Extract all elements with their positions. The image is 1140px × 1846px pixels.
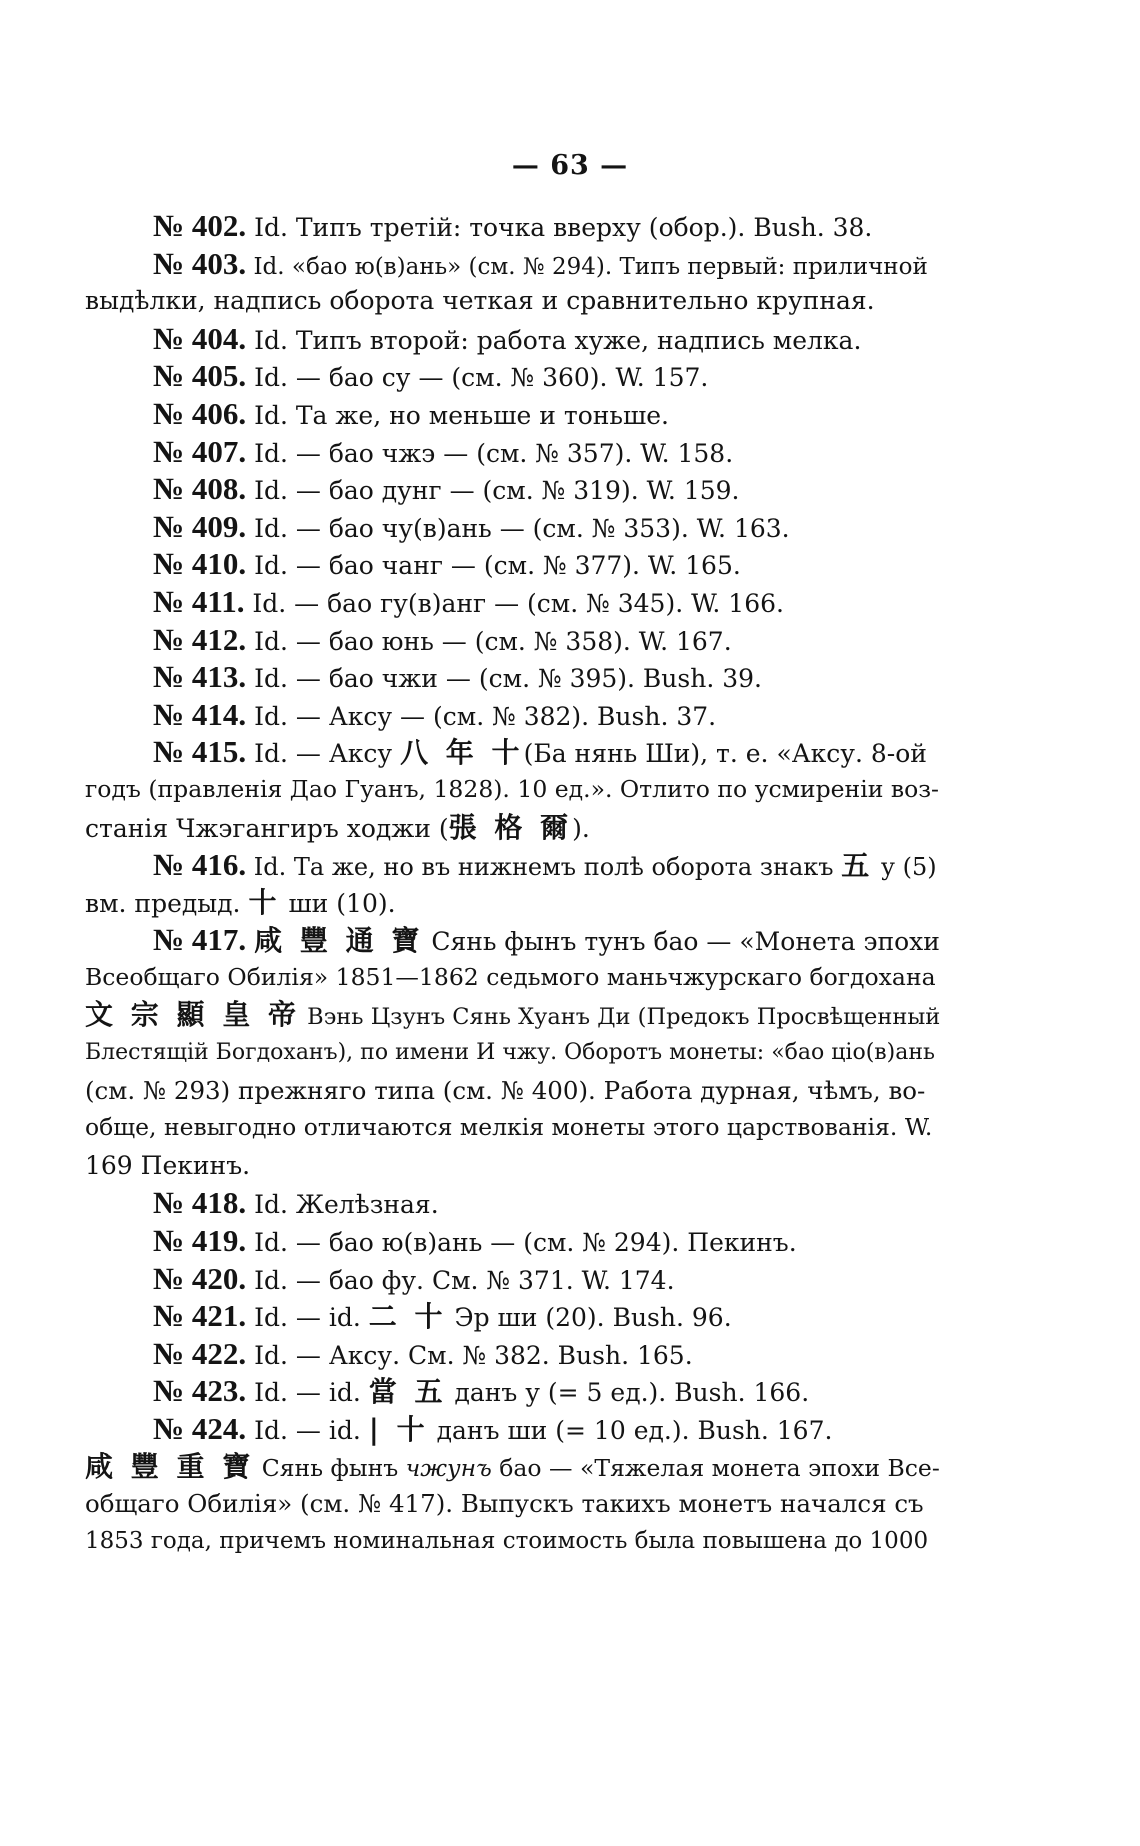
entry-text: Id. — бао чжи — (см. № 395). Bush. 39.: [254, 664, 762, 694]
entry-number: № 412.: [153, 621, 247, 657]
entry-text: Эр ши (20). Bush. 96.: [454, 1303, 732, 1333]
entry-number: № 424.: [153, 1411, 247, 1446]
entry-418: [85, 1184, 940, 1222]
entry-number: № 418.: [153, 1185, 247, 1221]
section-heading-line: [85, 1448, 940, 1486]
entry-number: № 415.: [153, 734, 247, 770]
entry-number: № 407.: [153, 433, 247, 469]
entry-414: [85, 696, 940, 734]
entry-421: [85, 1297, 940, 1335]
entry-text: Id. — бао чу(в)ань — (см. № 353). W. 163.: [254, 513, 790, 543]
entry-text: Id. — бао чжэ — (см. № 357). W. 158.: [254, 438, 734, 468]
entry-number: № 403.: [153, 245, 247, 281]
page-number: — 63 —: [511, 150, 629, 181]
entry-417-cont: (см. № 293) прежняго типа (см. № 400). Работа дурная, чѣмъ, во-: [85, 1075, 926, 1105]
entry-number: № 410.: [153, 546, 247, 582]
entry-415-cont: годъ (правленія Дао Гуанъ, 1828). 10 ед.». Отлито по усмиреніи воз-: [85, 774, 939, 803]
entry-text: Id. — бао чанг — (см. № 377). W. 165.: [254, 551, 741, 581]
entry-text: Id. Типъ второй: работа хуже, надпись мелка.: [254, 325, 862, 355]
entry-405: [85, 357, 940, 395]
chinese-characters: 八 年 十: [400, 736, 524, 770]
entry-text: Сянь фынъ: [261, 1453, 399, 1482]
text-body: [85, 207, 940, 1560]
chinese-characters: 十: [248, 885, 281, 919]
entry-417-cont: Всеобщаго Обилія» 1851—1862 седьмого маньчжурскаго богдохана: [85, 962, 936, 991]
entry-number: № 413.: [153, 659, 247, 695]
entry-text: Id. — бао дунг — (см. № 319). W. 159.: [254, 476, 740, 506]
entry-number: № 416.: [153, 847, 247, 883]
closing-cont: общаго Обилія» (см. № 417). Выпускъ такихъ монетъ начался съ: [85, 1489, 924, 1519]
entry-text: Id. «бао ю(в)ань» (см. № 294). Типъ первый: приличной: [253, 253, 928, 280]
chinese-characters: 咸 豐 重 寶: [85, 1449, 255, 1483]
entry-417: [85, 921, 940, 959]
chinese-characters: 二 十: [368, 1300, 447, 1334]
entry-423: [85, 1372, 940, 1410]
entry-number: № 421.: [153, 1298, 247, 1334]
entry-403-cont: выдѣлки, надпись оборота четкая и сравнительно крупная.: [85, 286, 875, 316]
entry-410: [85, 545, 940, 583]
entry-text: (Ба нянь Ши), т. е. «Аксу. 8-ой: [523, 739, 927, 769]
chinese-characters: 咸 豐 通 寶: [254, 924, 424, 958]
entry-text: Id. Типъ третій: точка вверху (обор.). Bush. 38.: [254, 213, 873, 242]
entry-415-cont: [85, 809, 940, 847]
entry-text: Id. Та же, но въ нижнемъ полѣ оборота знакъ: [253, 853, 834, 882]
entry-text: Id. — бао гу(в)анг — (см. № 345). W. 166.: [252, 588, 784, 618]
entry-415: [85, 733, 940, 771]
entry-text: ).: [572, 813, 590, 843]
entry-413: [85, 658, 940, 696]
entry-number: № 409.: [153, 508, 247, 544]
entry-text: у (5): [880, 853, 937, 882]
entry-number: № 419.: [153, 1223, 247, 1259]
chinese-characters: 五: [841, 849, 874, 883]
entry-411: [85, 583, 940, 621]
entry-text: Id. — Аксу — (см. № 382). Bush. 37.: [254, 701, 717, 731]
entry-text: Id. Та же, но меньше и тоньше.: [254, 400, 670, 430]
entry-number: № 405.: [153, 358, 247, 394]
entry-416: [85, 846, 940, 884]
entry-text: Id. — id.: [254, 1378, 361, 1408]
entry-420: [85, 1260, 940, 1298]
entry-text: данъ у (= 5 ед.). Bush. 166.: [454, 1378, 810, 1408]
entry-408: [85, 470, 940, 508]
entry-number: № 422.: [153, 1335, 247, 1371]
entry-416-cont: [85, 884, 940, 922]
entry-404: [85, 320, 940, 358]
entry-number: № 423.: [153, 1373, 247, 1409]
entry-text: Id. — бао фу. См. № 371. W. 174.: [254, 1265, 675, 1295]
entry-403: [85, 245, 940, 283]
chinese-characters: 張 格 爾: [448, 810, 573, 844]
entry-number: № 408.: [153, 471, 247, 507]
entry-number: № 417.: [153, 922, 247, 958]
entry-number: № 420.: [153, 1260, 247, 1296]
entry-text: Id. — Аксу: [254, 739, 393, 769]
entry-text: ши (10).: [288, 888, 396, 918]
entry-text: данъ ши (= 10 ед.). Bush. 167.: [436, 1416, 833, 1445]
entry-417-cont: 169 Пекинъ.: [85, 1150, 251, 1180]
entry-text: Id. — бао ю(в)ань — (см. № 294). Пекинъ.: [254, 1228, 797, 1258]
entry-text: Вэнь Цзунъ Сянь Хуанъ Ди (Предокъ Просвѣщенный: [307, 1004, 941, 1031]
entry-text: бао — «Тяжелая монета эпохи Все-: [499, 1453, 940, 1482]
entry-number: № 404.: [153, 320, 247, 356]
closing-cont: 1853 года, причемъ номинальная стоимость была повышена до 1000: [85, 1527, 929, 1554]
entry-422: [85, 1335, 940, 1373]
entry-text: Сянь фынъ тунъ бао — «Монета эпохи: [431, 927, 940, 957]
entry-number: № 406.: [153, 395, 247, 431]
entry-407: [85, 433, 940, 471]
entry-417-cont: [85, 996, 940, 1034]
entry-text: Id. — id.: [254, 1416, 361, 1445]
entry-number: № 402.: [153, 208, 247, 243]
chinese-characters: 文 宗 顯 皇 帝: [85, 998, 300, 1032]
entry-412: [85, 621, 940, 659]
chinese-characters: | 十: [368, 1413, 429, 1446]
entry-text: Id. — Аксу. См. № 382. Bush. 165.: [254, 1340, 693, 1370]
entry-number: № 414.: [153, 696, 247, 732]
entry-text: вм. предыд.: [85, 888, 241, 918]
entry-417-cont: Блестящій Богдоханъ), по имени И чжу. Оборотъ монеты: «бао ціо(в)ань: [85, 1040, 936, 1066]
entry-417-cont: обще, невыгодно отличаются мелкія монеты этого царствованія. W.: [85, 1113, 933, 1142]
entry-text: Id. — бао су — (см. № 360). W. 157.: [254, 363, 709, 393]
entry-text: Id. — id.: [254, 1303, 361, 1333]
entry-419: [85, 1222, 940, 1260]
entry-text: Id. Желѣзная.: [254, 1190, 439, 1220]
chinese-characters: 當 五: [368, 1375, 447, 1409]
entry-424: [85, 1410, 940, 1448]
entry-402: [85, 207, 940, 245]
italic-word: чжунъ: [405, 1453, 492, 1482]
entry-text: станія Чжэгангиръ ходжи (: [85, 813, 449, 843]
entry-text: Id. — бао юнь — (см. № 358). W. 167.: [254, 626, 732, 656]
entry-409: [85, 508, 940, 546]
entry-number: № 411.: [153, 583, 245, 619]
entry-406: [85, 395, 940, 433]
